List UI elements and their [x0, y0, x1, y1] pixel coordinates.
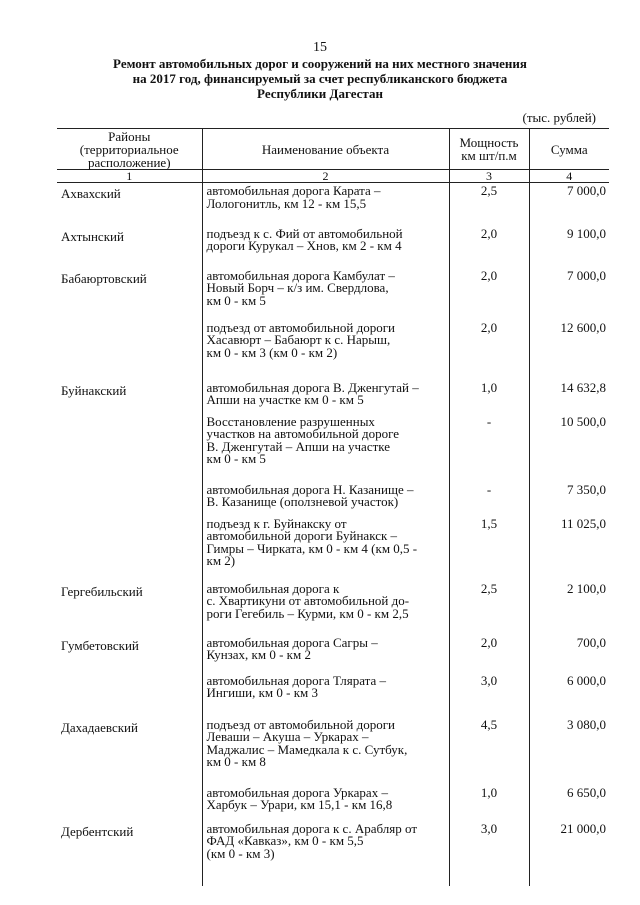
capacity-cell: 2,0 [449, 320, 529, 380]
capacity-cell: 2,0 [449, 226, 529, 268]
capacity-cell: - [449, 482, 529, 516]
column-number: 3 [449, 170, 529, 183]
table-row [57, 581, 609, 635]
title-line: на 2017 год, финансируемый за счет республиканского бюджета [132, 71, 508, 86]
district-cell [57, 414, 202, 482]
district-cell [57, 673, 202, 717]
object-name-line: автомобильной дороги Буйнакск – [206, 528, 398, 543]
capacity-cell: 1,0 [449, 785, 529, 821]
district-cell [57, 482, 202, 516]
object-name-cell [202, 516, 449, 581]
district-cell [57, 516, 202, 581]
table-row [57, 380, 609, 414]
object-name-line: В. Казанище (оползневой участок) [206, 494, 399, 509]
object-name-line: км 0 - км 5 [206, 292, 266, 308]
object-name-line: Апши на участке км 0 - км 5 [206, 392, 364, 407]
object-name-line: подъезд от автомобильной дороги [206, 716, 395, 732]
object-name-line: Леваши – Акуша – Уркарах – [206, 729, 369, 744]
object-name-line: Маджалис – Мамедкала к с. Сутбук, [206, 741, 408, 757]
title-line: Республики Дагестан [257, 86, 383, 101]
header-districts: Районы (территориальное расположение) [57, 129, 202, 170]
sum-cell: 7 000,0 [529, 268, 609, 320]
object-name-cell [202, 380, 449, 414]
object-name-cell [202, 821, 449, 886]
document-title [0, 56, 640, 101]
sum-cell: 3 080,0 [529, 717, 609, 785]
sum-cell: 7 350,0 [529, 482, 609, 516]
object-name-line: автомобильная дорога Тлярата – [206, 672, 387, 688]
sum-cell: 11 025,0 [529, 516, 609, 581]
district-cell: Гумбетовский [61, 637, 139, 653]
table-row [57, 635, 609, 673]
table-row [57, 226, 609, 268]
page-number: 15 [313, 40, 327, 55]
capacity-cell: - [449, 414, 529, 482]
sum-cell: 21 000,0 [529, 821, 609, 886]
table-row [57, 673, 609, 717]
table-row [57, 821, 609, 886]
capacity-cell: 2,0 [449, 635, 529, 673]
district-cell [57, 785, 202, 821]
object-name-line: (км 0 - км 3) [206, 845, 275, 861]
object-name-line: подъезд к г. Буйнакску от [206, 515, 347, 531]
object-name-line: Лологонитль, км 12 - км 15,5 [206, 195, 367, 211]
header-sum: Сумма [529, 129, 609, 170]
object-name-line: участков на автомобильной дороге [206, 426, 400, 441]
object-name-cell [202, 183, 449, 226]
object-name-line: Гимры – Чирката, км 0 - км 4 (км 0,5 - [206, 540, 418, 556]
object-name-cell [202, 785, 449, 821]
table-row [57, 268, 609, 320]
object-name-line: Кунзах, км 0 - км 2 [206, 647, 311, 662]
table-row [57, 414, 609, 482]
capacity-cell: 2,5 [449, 183, 529, 226]
object-name-line: роги Гегебиль – Курми, км 0 - км 2,5 [206, 605, 409, 621]
object-name-cell [202, 673, 449, 717]
column-number-row [57, 170, 609, 183]
object-name-cell [202, 581, 449, 635]
object-name-line: автомобильная дорога Камбулат – [206, 267, 395, 283]
sum-cell: 2 100,0 [529, 581, 609, 635]
object-name-cell [202, 717, 449, 785]
object-name-cell [202, 320, 449, 380]
sum-cell: 10 500,0 [529, 414, 609, 482]
object-name-line: автомобильная дорога Сагры – [206, 634, 378, 650]
object-name-cell [202, 226, 449, 268]
object-name-line: подъезд от автомобильной дороги [206, 319, 395, 335]
object-name-line: км 0 - км 3 (км 0 - км 2) [206, 344, 338, 360]
district-cell: Бабаюртовский [61, 270, 147, 286]
header-object-name: Наименование объекта [202, 129, 449, 170]
object-name-line: автомобильная дорога к [206, 580, 340, 596]
district-cell: Ахвахский [61, 186, 121, 201]
object-name-line: ФАД «Кавказ», км 0 - км 5,5 [206, 833, 364, 848]
title-line: Ремонт автомобильных дорог и сооружений на них местного значения [113, 56, 527, 71]
road-repair-table [57, 128, 609, 886]
object-name-line: Ингиши, км 0 - км 3 [206, 685, 319, 700]
district-cell: Дербентский [61, 823, 134, 839]
object-name-line: км 2) [206, 553, 236, 568]
sum-cell: 9 100,0 [529, 226, 609, 268]
object-name-line: автомобильная дорога Уркарах – [206, 784, 388, 800]
sum-cell: 12 600,0 [529, 320, 609, 380]
capacity-cell: 1,5 [449, 516, 529, 581]
table-row [57, 482, 609, 516]
object-name-line: подъезд к с. Фий от автомобильной [206, 225, 403, 241]
object-name-line: Восстановление разрушенных [206, 413, 375, 429]
capacity-cell: 2,5 [449, 581, 529, 635]
sum-cell: 14 632,8 [529, 380, 609, 414]
column-number: 2 [202, 170, 449, 183]
units-note: (тыс. рублей) [522, 110, 596, 125]
capacity-cell: 3,0 [449, 673, 529, 717]
object-name-cell [202, 482, 449, 516]
district-cell: Гергебильский [61, 583, 143, 599]
sum-cell: 700,0 [529, 635, 609, 673]
object-name-line: автомобильная дорога В. Дженгутай – [206, 379, 419, 395]
table-row [57, 320, 609, 380]
sum-cell: 6 000,0 [529, 673, 609, 717]
table-row [57, 183, 609, 226]
capacity-cell: 2,0 [449, 268, 529, 320]
object-name-cell [202, 635, 449, 673]
object-name-line: Хасавюрт – Бабаюрт к с. Нарыш, [206, 332, 391, 347]
sum-cell: 7 000,0 [529, 183, 609, 226]
object-name-line: с. Хвартикуни от автомобильной до- [206, 593, 410, 608]
column-number: 4 [529, 170, 609, 183]
object-name-line: автомобильная дорога Н. Казанище – [206, 481, 414, 497]
sum-cell: 6 650,0 [529, 785, 609, 821]
district-cell: Буйнакский [61, 382, 127, 398]
object-name-cell [202, 414, 449, 482]
table-row [57, 785, 609, 821]
object-name-line: Харбук – Урари, км 15,1 - км 16,8 [206, 797, 393, 812]
object-name-line: км 0 - км 8 [206, 754, 266, 769]
object-name-line: км 0 - км 5 [206, 451, 266, 466]
object-name-line: В. Дженгутай – Апши на участке [206, 438, 391, 454]
object-name-line: дороги Курукал – Хнов, км 2 - км 4 [206, 238, 402, 253]
header-capacity: Мощность км шт/п.м [449, 129, 529, 170]
object-name-line: автомобильная дорога к с. Арабляр от [206, 820, 417, 836]
capacity-cell: 4,5 [449, 717, 529, 785]
capacity-cell: 1,0 [449, 380, 529, 414]
table-body [57, 183, 609, 886]
column-number: 1 [57, 170, 202, 183]
table-row [57, 516, 609, 581]
object-name-cell [202, 268, 449, 320]
object-name-line: автомобильная дорога Карата – [206, 183, 381, 198]
capacity-cell: 3,0 [449, 821, 529, 886]
object-name-line: Новый Борч – к/з им. Свердлова, [206, 280, 389, 295]
district-cell: Ахтынский [61, 228, 124, 244]
table-header-row [57, 129, 609, 170]
district-cell: Дахадаевский [61, 719, 138, 735]
district-cell [57, 320, 202, 380]
table-row [57, 717, 609, 785]
